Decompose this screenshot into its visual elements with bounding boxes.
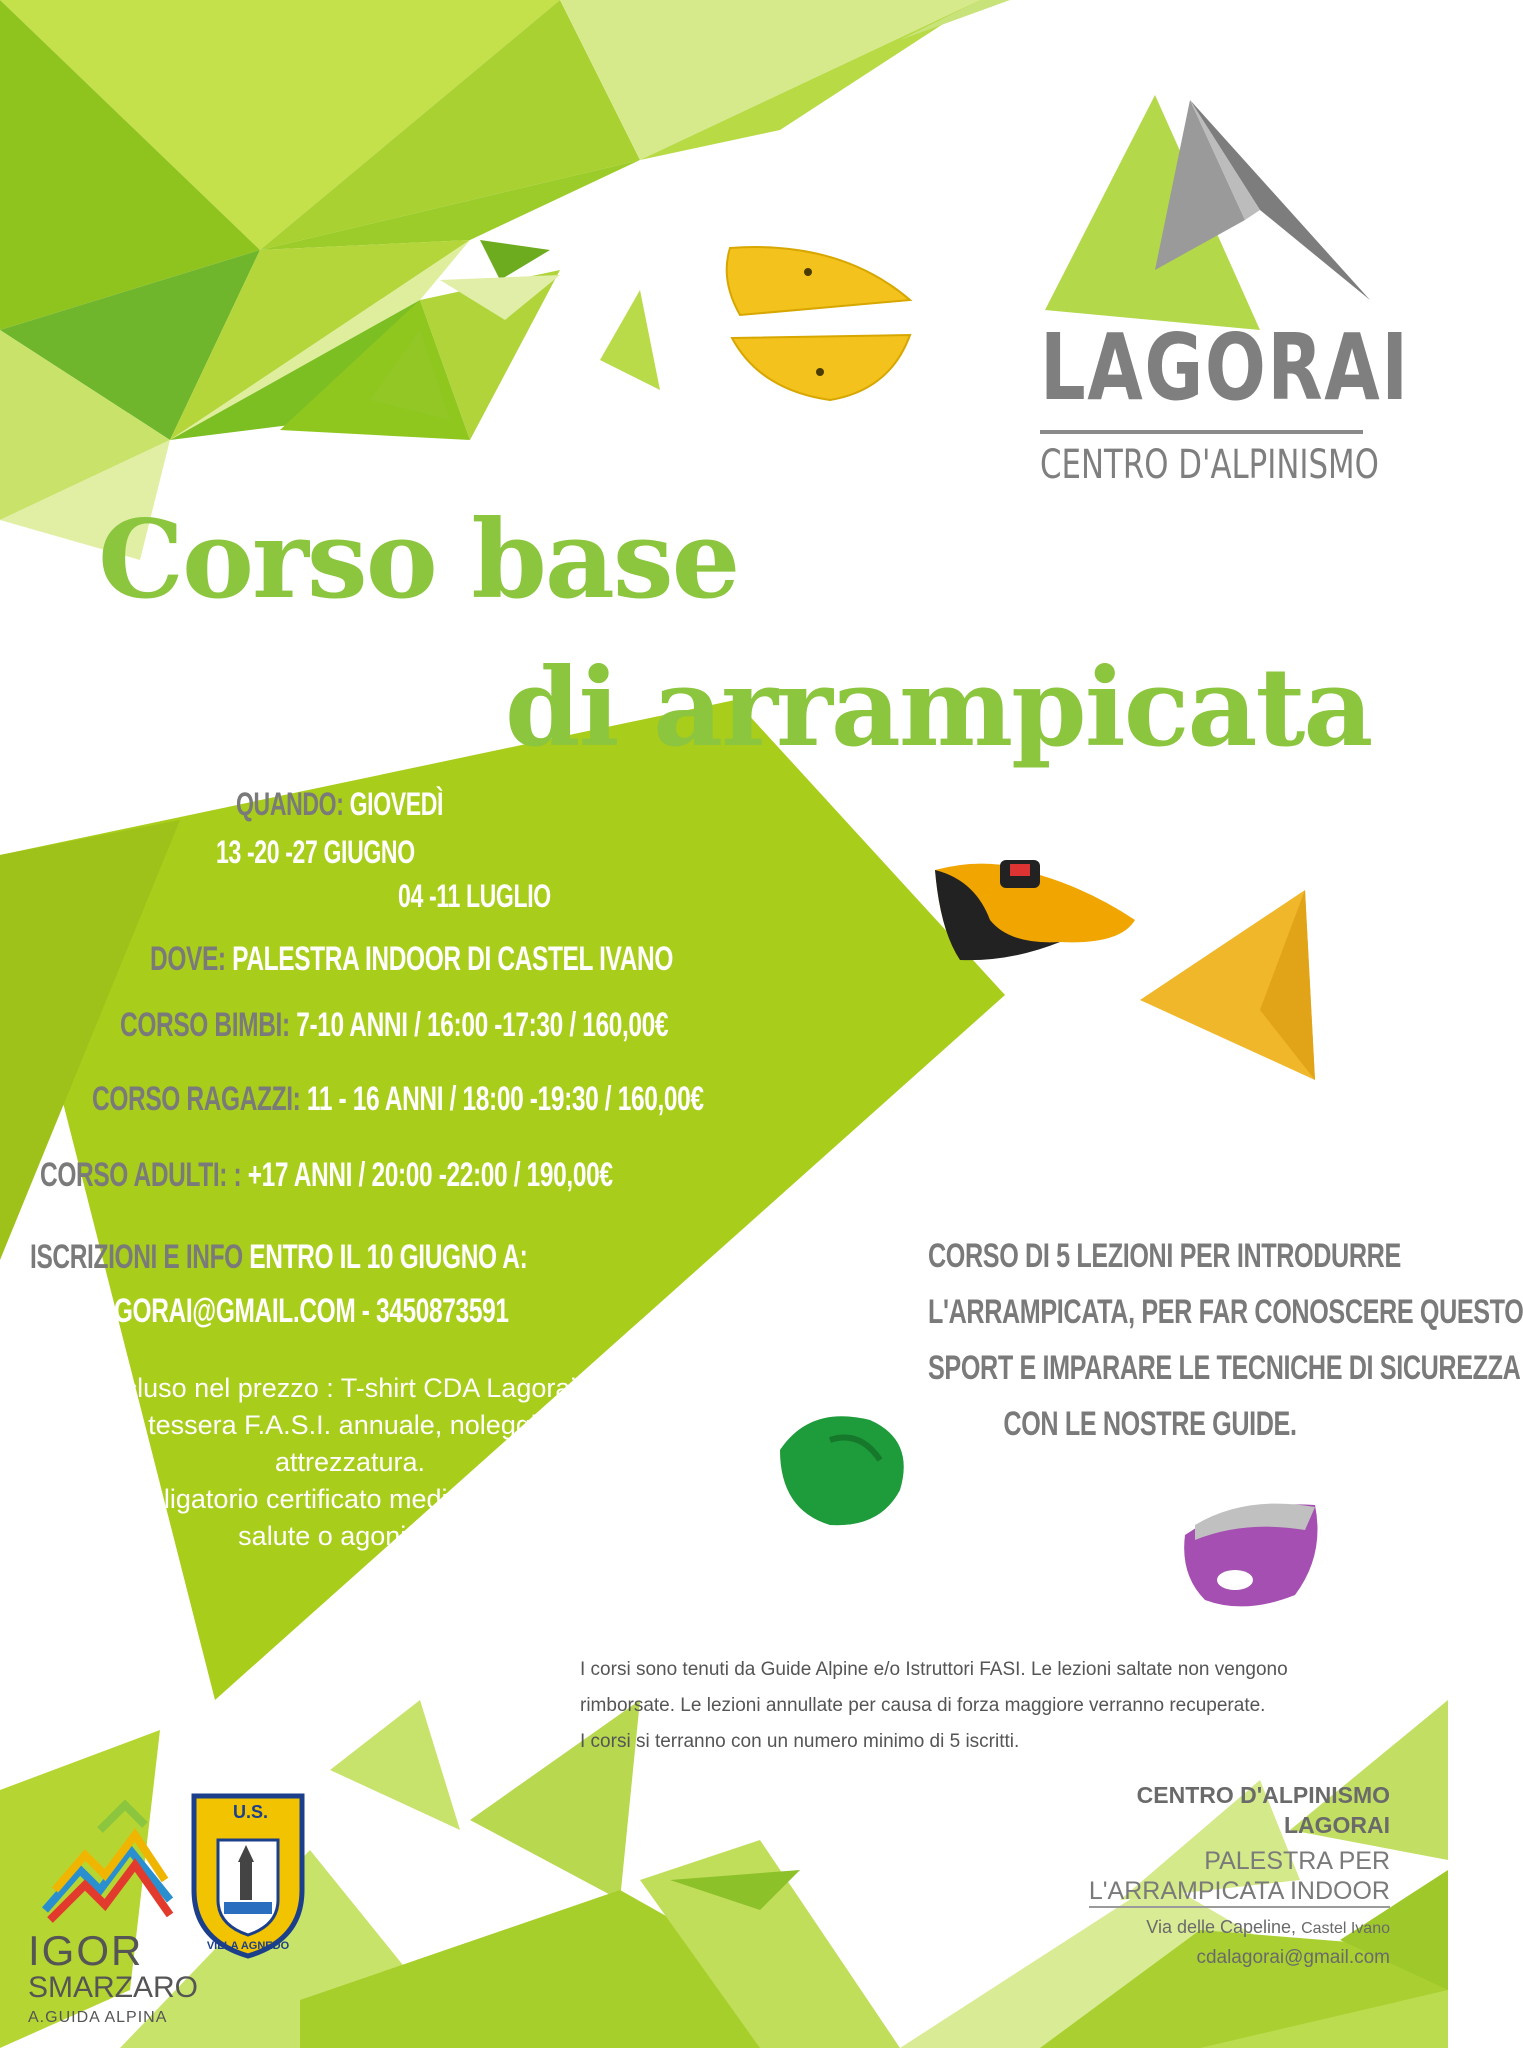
yellow-pyramid-hold-icon	[1140, 890, 1320, 1080]
description-line: L'ARRAMPICATA, PER FAR CONOSCERE QUESTO	[928, 1293, 1523, 1331]
course-row	[92, 1080, 704, 1119]
course-row	[40, 1156, 613, 1195]
included-line: Incluso nel prezzo : T-shirt CDA Lagorai e	[101, 1373, 599, 1403]
included-line: attrezzatura.	[274, 1447, 426, 1477]
igor-role: A.GUIDA ALPINA	[28, 2009, 168, 2026]
guide-alpina-icon	[40, 1790, 175, 1930]
note-line: I corsi sono tenuti da Guide Alpine e/o Istruttori FASI. Le lezioni saltate non vengono	[580, 1659, 1288, 1680]
signup-label: ISCRIZIONI E INFO	[30, 1238, 243, 1276]
title-line-1: Corso base	[98, 497, 739, 623]
included-line: Obbligatorio certificato medico di buona	[112, 1484, 588, 1514]
yellow-hold-icon	[720, 240, 920, 410]
included-line: salute o agonistico	[238, 1521, 462, 1551]
club-crest	[188, 1790, 308, 1960]
when-value: GIOVEDÌ	[349, 786, 444, 822]
where-row	[150, 940, 673, 979]
footer-org-1: CENTRO D'ALPINISMO	[1136, 1782, 1390, 1808]
course-value: +17 ANNI / 20:00 -22:00 / 190,00€	[247, 1156, 613, 1194]
description-line: SPORT E IMPARARE LE TECNICHE DI SICUREZZA	[928, 1349, 1521, 1387]
lagorai-mountain-icon	[1100, 100, 1370, 300]
footer-address-line	[1000, 1912, 1390, 1944]
climbing-shoe-icon	[930, 850, 1140, 970]
notes	[580, 1652, 1440, 1760]
igor-name-2: SMARZARO	[28, 1971, 199, 2004]
signup-row	[30, 1238, 527, 1277]
igor-name-1: IGOR	[28, 1927, 144, 1974]
dates-july: 04 -11 LUGLIO	[398, 878, 551, 914]
description-line: CORSO DI 5 LEZIONI PER INTRODURRE	[928, 1237, 1401, 1275]
course-label: CORSO RAGAZZI:	[92, 1080, 301, 1118]
footer-address	[1000, 1780, 1390, 1972]
footer-street: Via delle Capeline,	[1146, 1917, 1297, 1937]
signup-value: ENTRO IL 10 GIUGNO A:	[249, 1238, 528, 1276]
club-name-text: VILLA AGNEDO	[206, 1940, 290, 1952]
footer-town: Castel Ivano	[1301, 1920, 1390, 1937]
logo-subtitle: CENTRO D'ALPINISMO	[1040, 442, 1379, 488]
footer-gym-2: L'ARRAMPICATA INDOOR	[1089, 1876, 1390, 1908]
included-text	[50, 1370, 650, 1555]
included-line: tessera F.A.S.I. annuale, noleggio	[148, 1410, 552, 1440]
note-line: I corsi si terranno con un numero minimo di 5 iscritti.	[580, 1731, 1020, 1752]
course-label: CORSO ADULTI: :	[40, 1156, 242, 1194]
club-top-text: U.S.	[233, 1802, 269, 1822]
course-value: 7-10 ANNI / 16:00 -17:30 / 160,00€	[296, 1006, 669, 1044]
description-line: CON LE NOSTRE GUIDE.	[1003, 1405, 1297, 1443]
contact-link[interactable]: CDALAGORAI@GMAIL.COM - 3450873591	[30, 1292, 509, 1330]
course-label: CORSO BIMBI:	[120, 1006, 290, 1044]
when-row	[236, 786, 443, 823]
where-value: PALESTRA INDOOR DI CASTEL IVANO	[232, 940, 674, 978]
when-label: QUANDO:	[236, 786, 344, 822]
dates-june: 13 -20 -27 GIUGNO	[216, 834, 415, 870]
course-row	[120, 1006, 668, 1045]
note-line: rimborsate. Le lezioni annullate per causa di forza maggiore verranno recuperate.	[580, 1695, 1266, 1716]
footer-email[interactable]: cdalagorai@gmail.com	[1196, 1947, 1390, 1968]
where-label: DOVE:	[150, 940, 226, 978]
logo-name: LAGORAI	[1040, 314, 1410, 421]
belay-device-icon	[1175, 1495, 1325, 1615]
footer-org-2: LAGORAI	[1283, 1812, 1390, 1838]
course-description	[850, 1228, 1523, 1452]
course-value: 11 - 16 ANNI / 18:00 -19:30 / 160,00€	[306, 1080, 704, 1118]
title-line-2: di arrampicata	[505, 645, 1372, 771]
footer-gym-1: PALESTRA PER	[1204, 1847, 1390, 1875]
logo-divider	[1040, 430, 1363, 434]
